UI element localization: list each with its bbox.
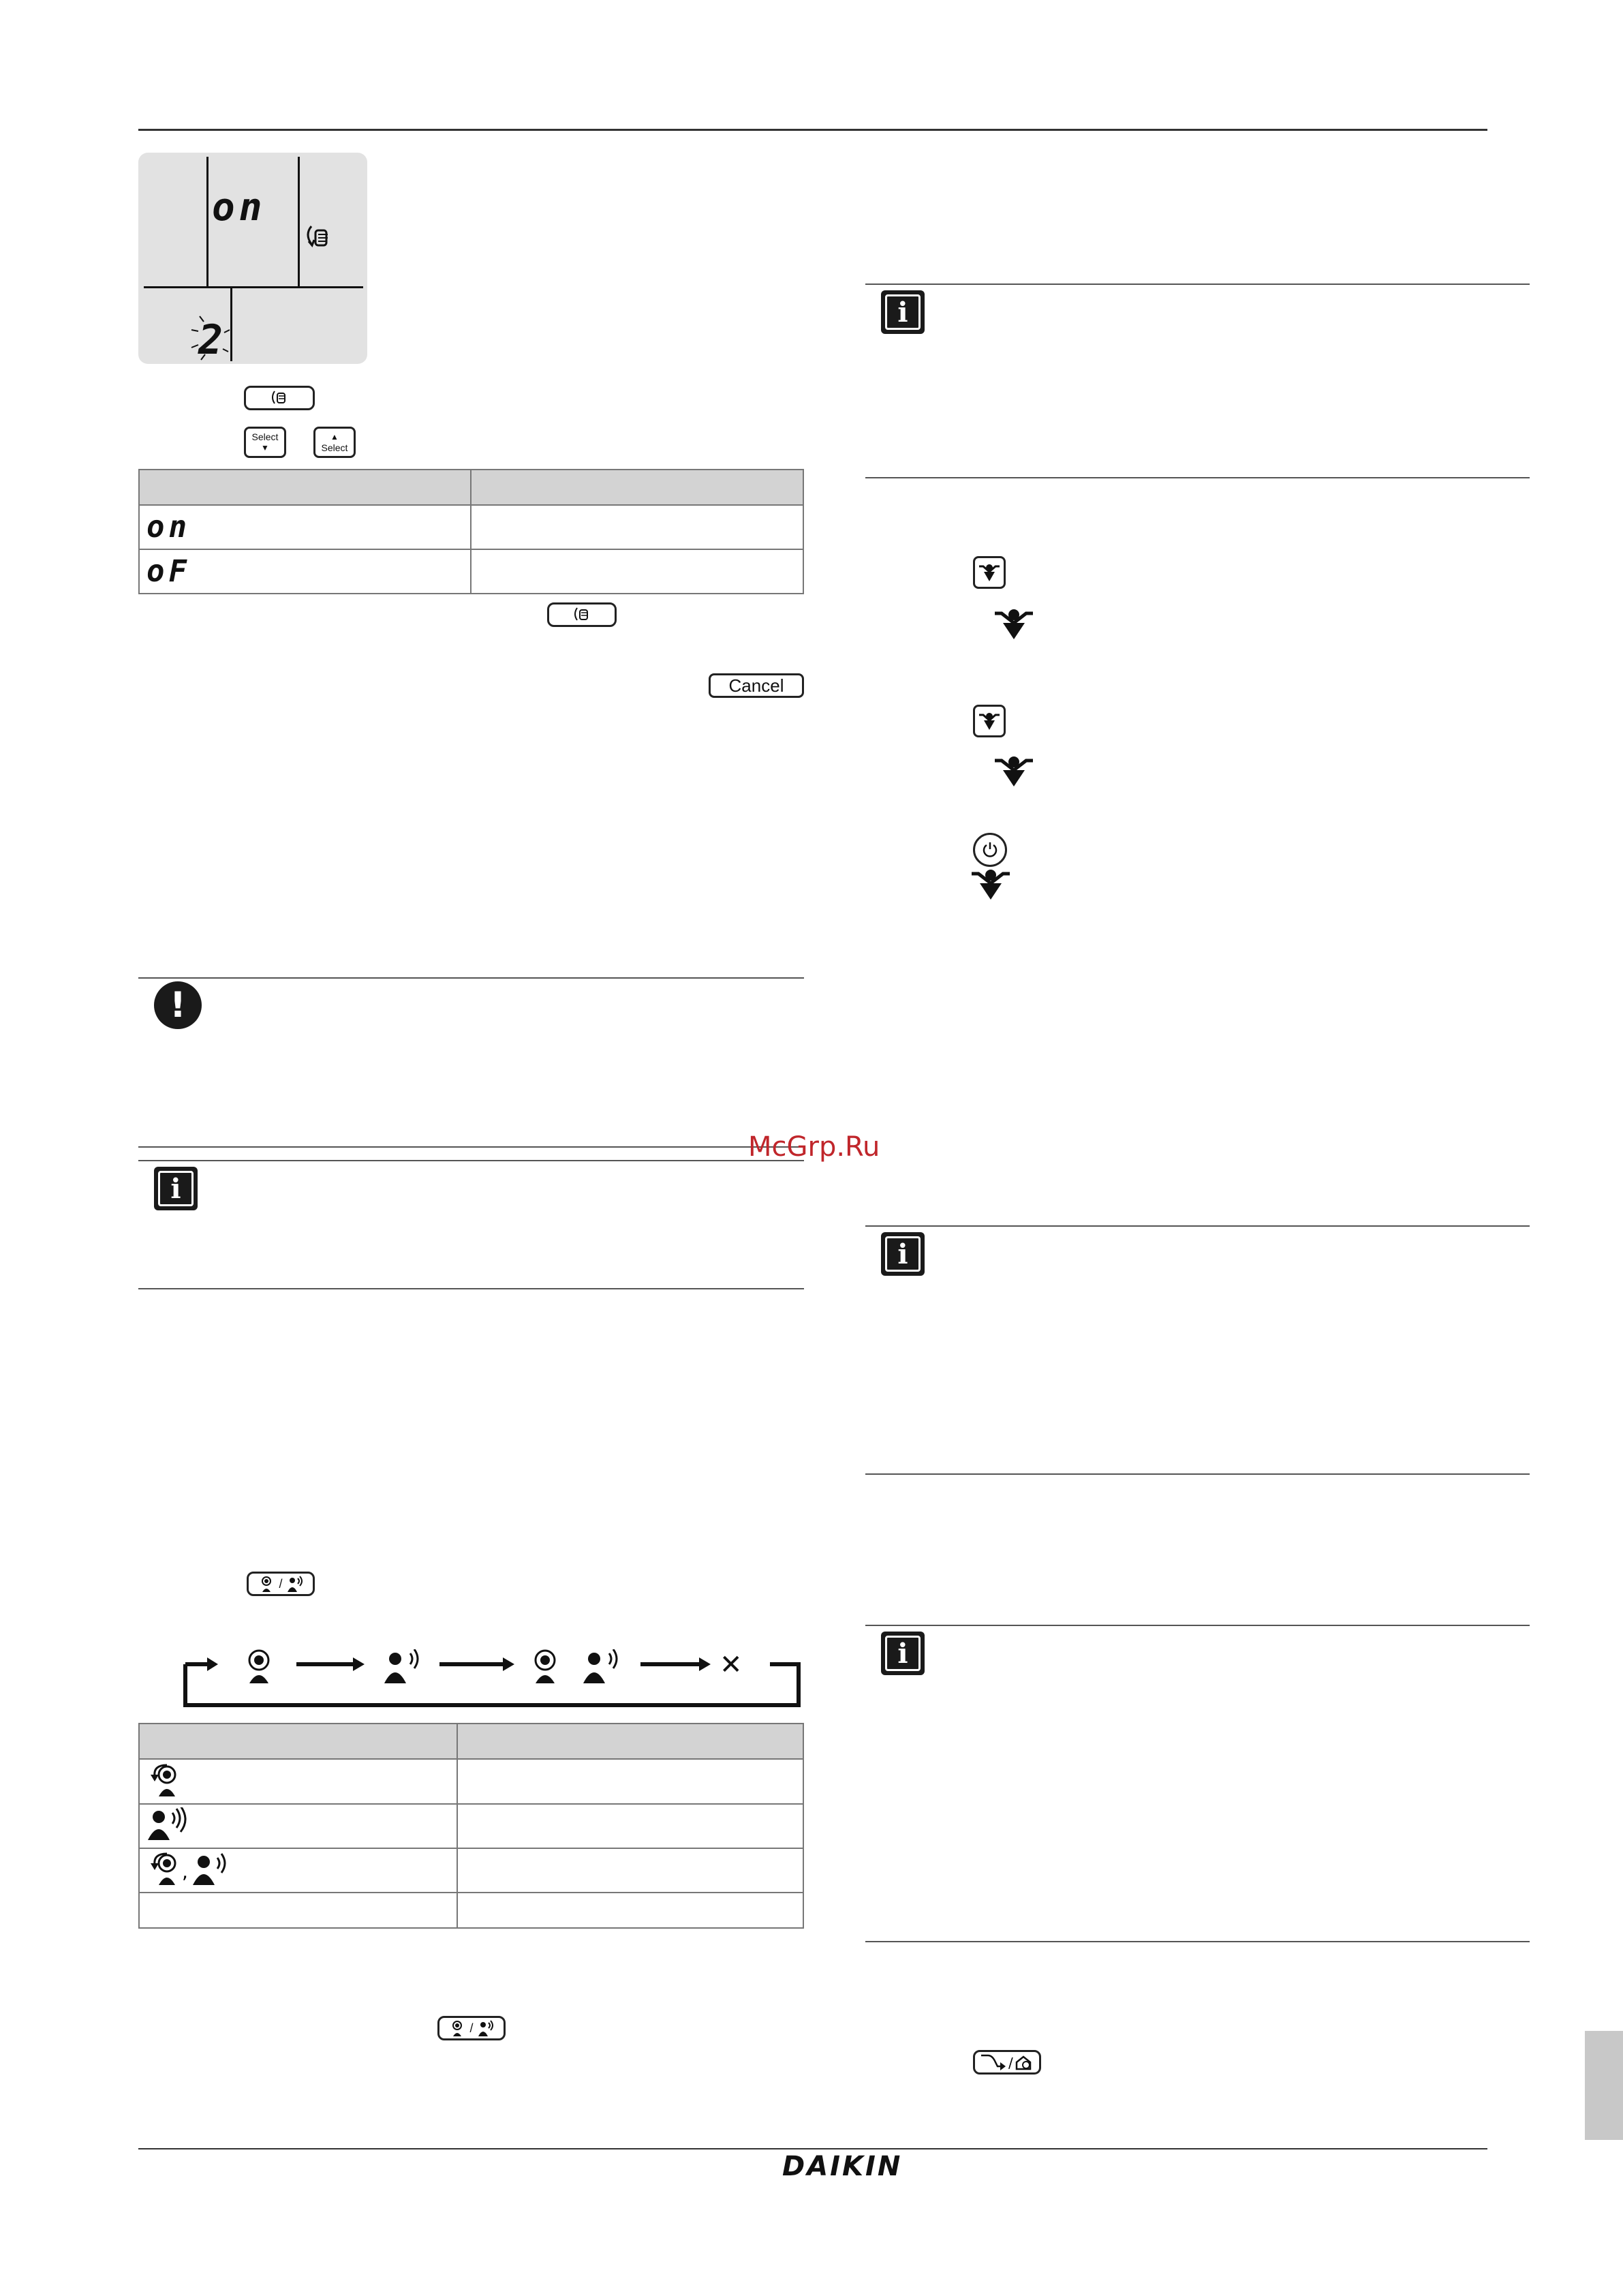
- sensing-mode-button[interactable]: [247, 1572, 315, 1596]
- warning-icon: !: [154, 981, 202, 1029]
- lcd-display: [138, 153, 367, 364]
- note-rule: [865, 1473, 1530, 1475]
- table-cell: [471, 549, 803, 594]
- note-rule: [138, 1146, 804, 1148]
- arrow-down-icon: ▼: [261, 443, 269, 453]
- mode-divider: /: [469, 2021, 474, 2035]
- presence-sensor-icon: [146, 1807, 187, 1841]
- table-cell: [457, 1804, 803, 1848]
- table-row: [139, 1759, 803, 1804]
- note-rule: [865, 1225, 1530, 1227]
- note-rule: [865, 477, 1530, 478]
- cancel-button[interactable]: [709, 673, 804, 698]
- info-icon: i: [881, 1632, 925, 1675]
- setting-table-2: [138, 1723, 804, 1929]
- info-icon: i: [881, 290, 925, 334]
- header-rule: [138, 129, 1487, 131]
- table-cell: [139, 1893, 457, 1928]
- powerful-icon: [993, 754, 1034, 788]
- sensing-mode-button[interactable]: [437, 2016, 506, 2040]
- table-row: [139, 505, 803, 549]
- select-down-button[interactable]: [244, 427, 286, 458]
- econo-outdoor-quiet-icon: [978, 2053, 1036, 2072]
- table-row: [139, 549, 803, 594]
- note-rule: [865, 1941, 1530, 1942]
- powerful-icon: [978, 562, 1001, 583]
- table-header-row: [139, 1724, 803, 1759]
- select-down-label: Select: [251, 431, 279, 442]
- swing-button[interactable]: [244, 386, 315, 410]
- circulation-person-icon: [249, 1651, 268, 1683]
- cycle-end-symbol: ✕: [720, 1649, 743, 1681]
- table-cell: [471, 505, 803, 549]
- display-main-text: on: [212, 185, 266, 230]
- swing-button[interactable]: [547, 602, 617, 627]
- circulation-person-icon: [448, 2019, 467, 2038]
- select-up-button[interactable]: [313, 427, 356, 458]
- presence-sensor-icon: [384, 1649, 418, 1683]
- swing-hand-icon: [302, 221, 335, 254]
- presence-sensor-icon: [476, 2019, 495, 2038]
- note-rule: [865, 284, 1530, 285]
- watermark: McGrp.Ru: [748, 1131, 880, 1163]
- mode-cycle-diagram: [177, 1649, 811, 1724]
- circulation-person-icon: [257, 1574, 276, 1593]
- powerful-icon: [993, 607, 1034, 641]
- select-up-label: Select: [321, 442, 348, 453]
- note-rule: [138, 1160, 804, 1161]
- setting-table-1: [138, 469, 804, 594]
- note-rule: [138, 1288, 804, 1289]
- presence-sensor-icon: [583, 1649, 617, 1683]
- mode-divider: /: [279, 1576, 283, 1591]
- econo-quiet-button[interactable]: [973, 2050, 1041, 2075]
- table-cell: [457, 1759, 803, 1804]
- powerful-icon: [970, 867, 1011, 901]
- swing-hand-icon: [269, 389, 290, 407]
- table-cell: [457, 1893, 803, 1928]
- info-icon: i: [154, 1167, 198, 1210]
- table-cell: [457, 1848, 803, 1893]
- power-icon: [981, 841, 999, 859]
- powerful-button[interactable]: [973, 705, 1006, 737]
- table-header-row: [139, 470, 803, 505]
- segment-code: oF: [146, 554, 191, 589]
- footer-rule: [138, 2148, 1487, 2149]
- note-rule: [865, 1625, 1530, 1626]
- segment-code: on: [146, 510, 191, 545]
- table-row: [139, 1848, 803, 1893]
- blink-rays-icon: [186, 309, 241, 364]
- powerful-icon: [978, 711, 1001, 731]
- power-button[interactable]: [973, 833, 1007, 867]
- cancel-label: Cancel: [728, 675, 784, 696]
- circulation-person-icon: [536, 1651, 555, 1683]
- svg-text:/: /: [1008, 2055, 1013, 2071]
- arrow-up-icon: ▲: [330, 432, 339, 442]
- info-icon: i: [881, 1232, 925, 1276]
- display-blinking-digit: 2: [198, 316, 228, 364]
- swing-hand-icon: [572, 606, 592, 624]
- table-row: [139, 1804, 803, 1848]
- note-rule: [138, 977, 804, 979]
- svg-text:,: ,: [182, 1861, 188, 1883]
- powerful-button[interactable]: [973, 556, 1006, 589]
- circulation-person-icon: [146, 1762, 185, 1798]
- daikin-logo: DAIKIN: [782, 2151, 903, 2182]
- chapter-tab: [1585, 2031, 1623, 2140]
- table-row: [139, 1893, 803, 1928]
- circulation-and-presence-icon: [146, 1851, 242, 1886]
- presence-sensor-icon: [285, 1574, 305, 1593]
